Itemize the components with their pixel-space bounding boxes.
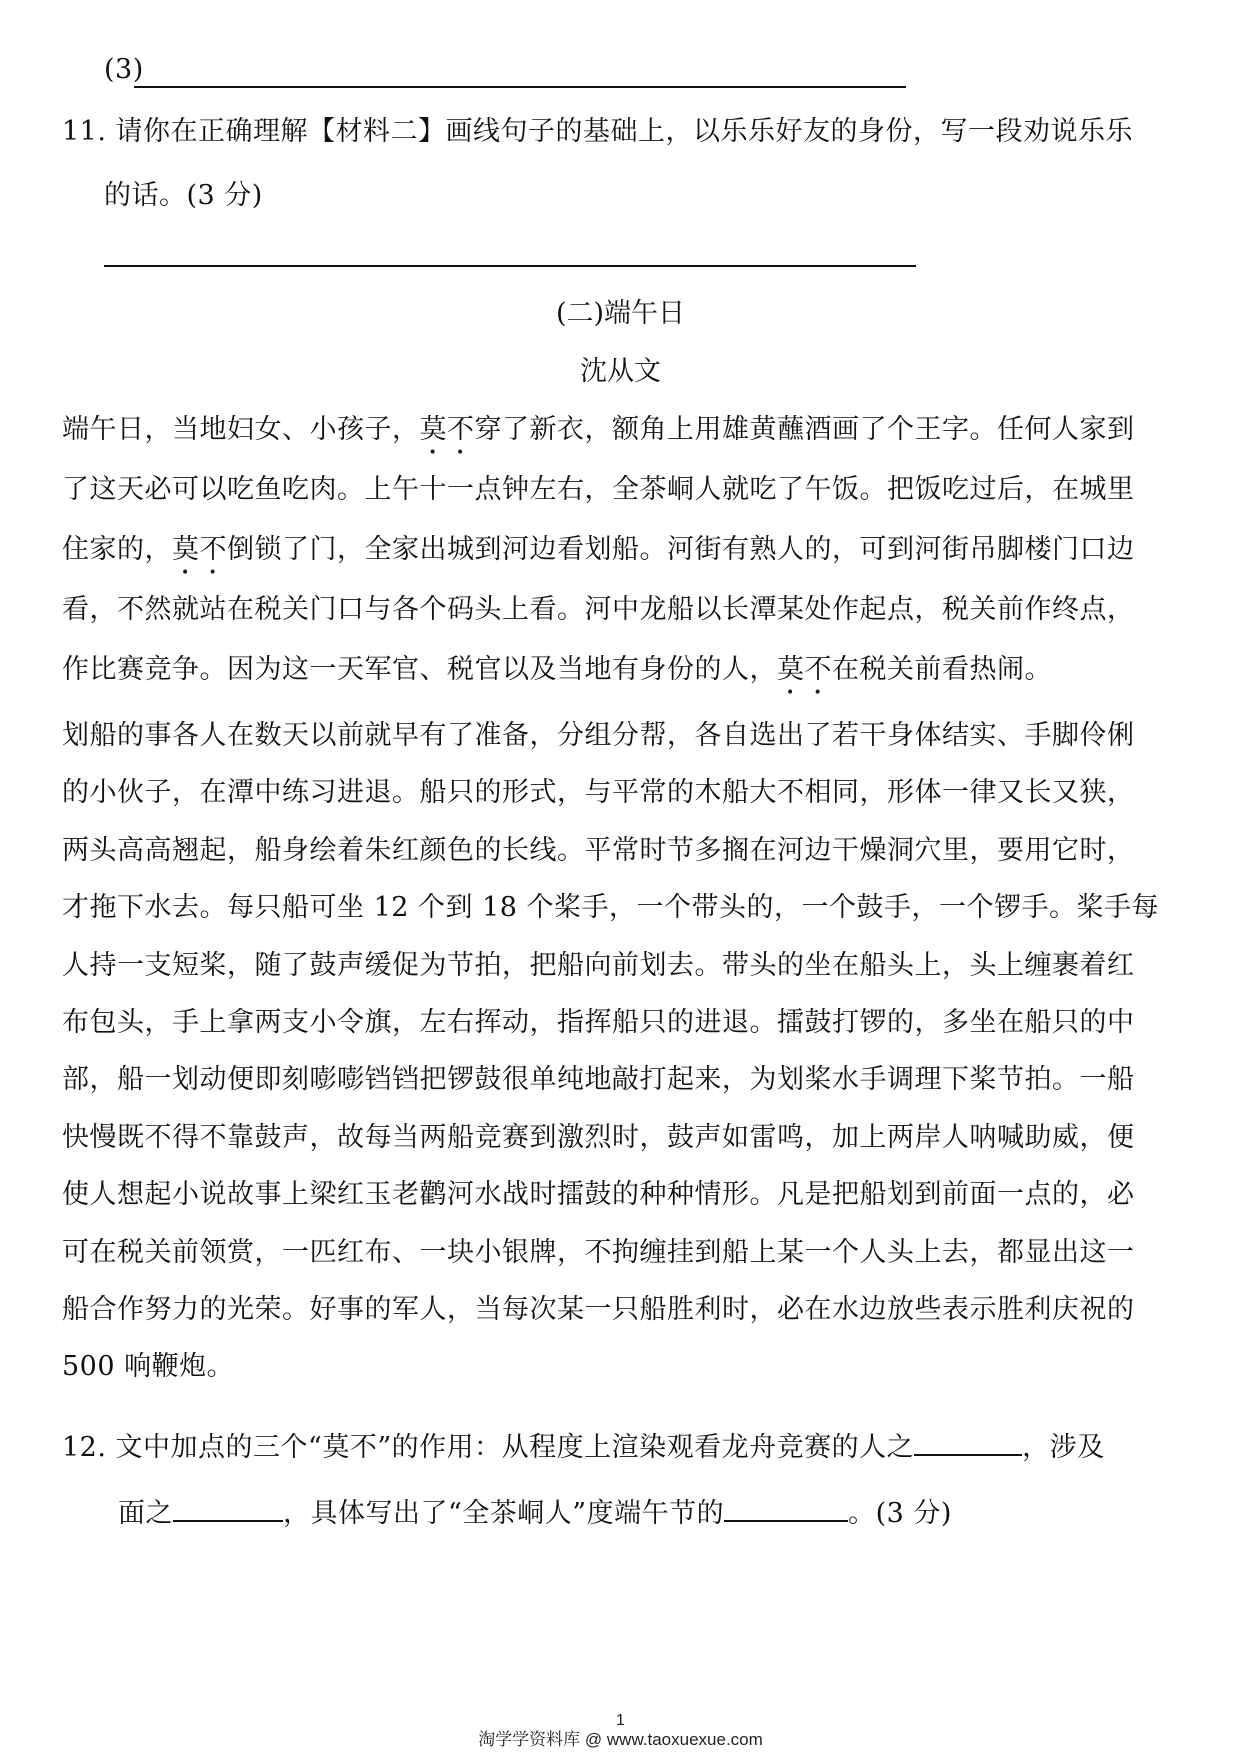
q11-line2: 的话。(3 分) [104, 180, 263, 211]
passage-p2-line: 划船的事各人在数天以前就早有了准备，分组分帮，各自选出了若干身体结实、手脚伶俐 [62, 720, 1135, 751]
q12-text-line1: 文中加点的三个“莫不”的作用：从程度上渲染观看龙舟竞赛的人之 [115, 1432, 915, 1463]
emphasized-mobu: 莫不 [172, 534, 227, 565]
passage-author: 沈从文 [580, 356, 661, 387]
q11-number: 11. [62, 116, 107, 147]
emphasized-mobu: 莫不 [777, 654, 832, 685]
passage-p2-line: 布包头，手上拿两支小令旗，左右挥动，指挥船只的进退。擂鼓打锣的，多坐在船只的中 [62, 1007, 1135, 1038]
q11-text-line1: 请你在正确理解【材料二】画线句子的基础上，以乐乐好友的身份，写一段劝说乐乐 [115, 116, 1134, 147]
q11-answer-line[interactable] [104, 265, 916, 267]
line-text: 倒锁了门，全家出城到河边看划船。河街有熟人的，可到河街吊脚楼门口边 [227, 534, 1135, 565]
passage-p2-line: 部，船一划动便即刻嘭嘭铛铛把锣鼓很单纯地敲打起来，为划桨水手调理下桨节拍。一船 [62, 1064, 1135, 1096]
passage-p2-line: 人持一支短桨，随了鼓声缓促为节拍，把船向前划去。带头的坐在船头上，头上缠裹着红 [62, 949, 1135, 981]
page-number: 1 [616, 1712, 625, 1729]
passage-p1-line [62, 530, 1135, 581]
q12-blank-1[interactable] [914, 1426, 1022, 1456]
footer-source: 淘学学资料库 @ www.taoxuexue.com [478, 1730, 763, 1749]
q10-item3 [104, 50, 144, 90]
q12-line1 [62, 1426, 1105, 1468]
passage-p2-line: 船合作努力的光荣。好事的军人，当每次某一只船胜利时，必在水边放些表示胜利庆祝的 [62, 1294, 1135, 1325]
q12-text-line2-end: 。(3 分) [848, 1498, 952, 1529]
passage-p2-line: 快慢既不得不靠鼓声，故每当两船竞赛到激烈时，鼓声如雷鸣，加上两岸人呐喊助威，便 [62, 1121, 1135, 1153]
passage-p1-line [62, 590, 1135, 630]
line-text: 看，不然就站在税关门口与各个码头上看。河中龙船以长潭某处作起点，税关前作终点， [62, 594, 1135, 625]
passage-p2-line: 500 响鞭炮。 [62, 1351, 235, 1383]
line-text: 住家的， [62, 534, 172, 565]
q12-number: 12. [62, 1432, 107, 1463]
passage-p2-line: 使人想起小说故事上梁红玉老鹳河水战时擂鼓的种种情形。凡是把船划到前面一点的，必 [62, 1179, 1135, 1211]
emphasized-mobu: 莫不 [419, 414, 475, 445]
passage-p1-line [62, 470, 1135, 510]
q12-text-line2-pre: 面之 [118, 1498, 173, 1529]
passage-p1-line [62, 650, 1052, 701]
passage-p1-line [62, 410, 1135, 461]
q12-blank-3[interactable] [724, 1492, 848, 1522]
passage-title: (二)端午日 [555, 298, 686, 329]
q12-line2 [118, 1492, 952, 1534]
passage-p2-line: 两头高高翘起，船身绘着朱红颜色的长线。平常时节多搁在河边干燥洞穴里，要用它时， [62, 834, 1135, 866]
line-text: 作比赛竞争。因为这一天军官、税官以及当地有身份的人， [62, 654, 777, 685]
passage-p2-line: 的小伙子，在潭中练习进退。船只的形式，与平常的木船大不相同，形体一律又长又狭， [62, 777, 1135, 809]
line-text: 端午日，当地妇女、小孩子， [62, 414, 420, 445]
q11-line1 [62, 112, 1133, 152]
q10-item3-label: (3) [104, 54, 144, 85]
q12-blank-2[interactable] [173, 1492, 283, 1522]
passage-p2-line: 才拖下水去。每只船可坐 12 个到 18 个桨手，一个带头的，一个鼓手，一个锣手。桨手每 [62, 892, 1160, 924]
line-text: 穿了新衣，额角上用雄黄蘸酒画了个王字。任何人家到 [474, 414, 1135, 445]
q10-item3-answer-line[interactable] [134, 86, 906, 88]
passage-p2-line: 可在税关前领赏，一匹红布、一块小银牌，不拘缠挂到船上某一个人头上去，都显出这一 [62, 1236, 1135, 1268]
q12-text-line1-after: ，涉及 [1022, 1432, 1105, 1463]
line-text: 在税关前看热闹。 [832, 654, 1052, 685]
q12-text-line2-mid: ，具体写出了“全茶峒人”度端午节的 [283, 1498, 725, 1529]
line-text: 了这天必可以吃鱼吃肉。上午十一点钟左右，全茶峒人就吃了午饭。把饭吃过后，在城里 [62, 474, 1135, 505]
